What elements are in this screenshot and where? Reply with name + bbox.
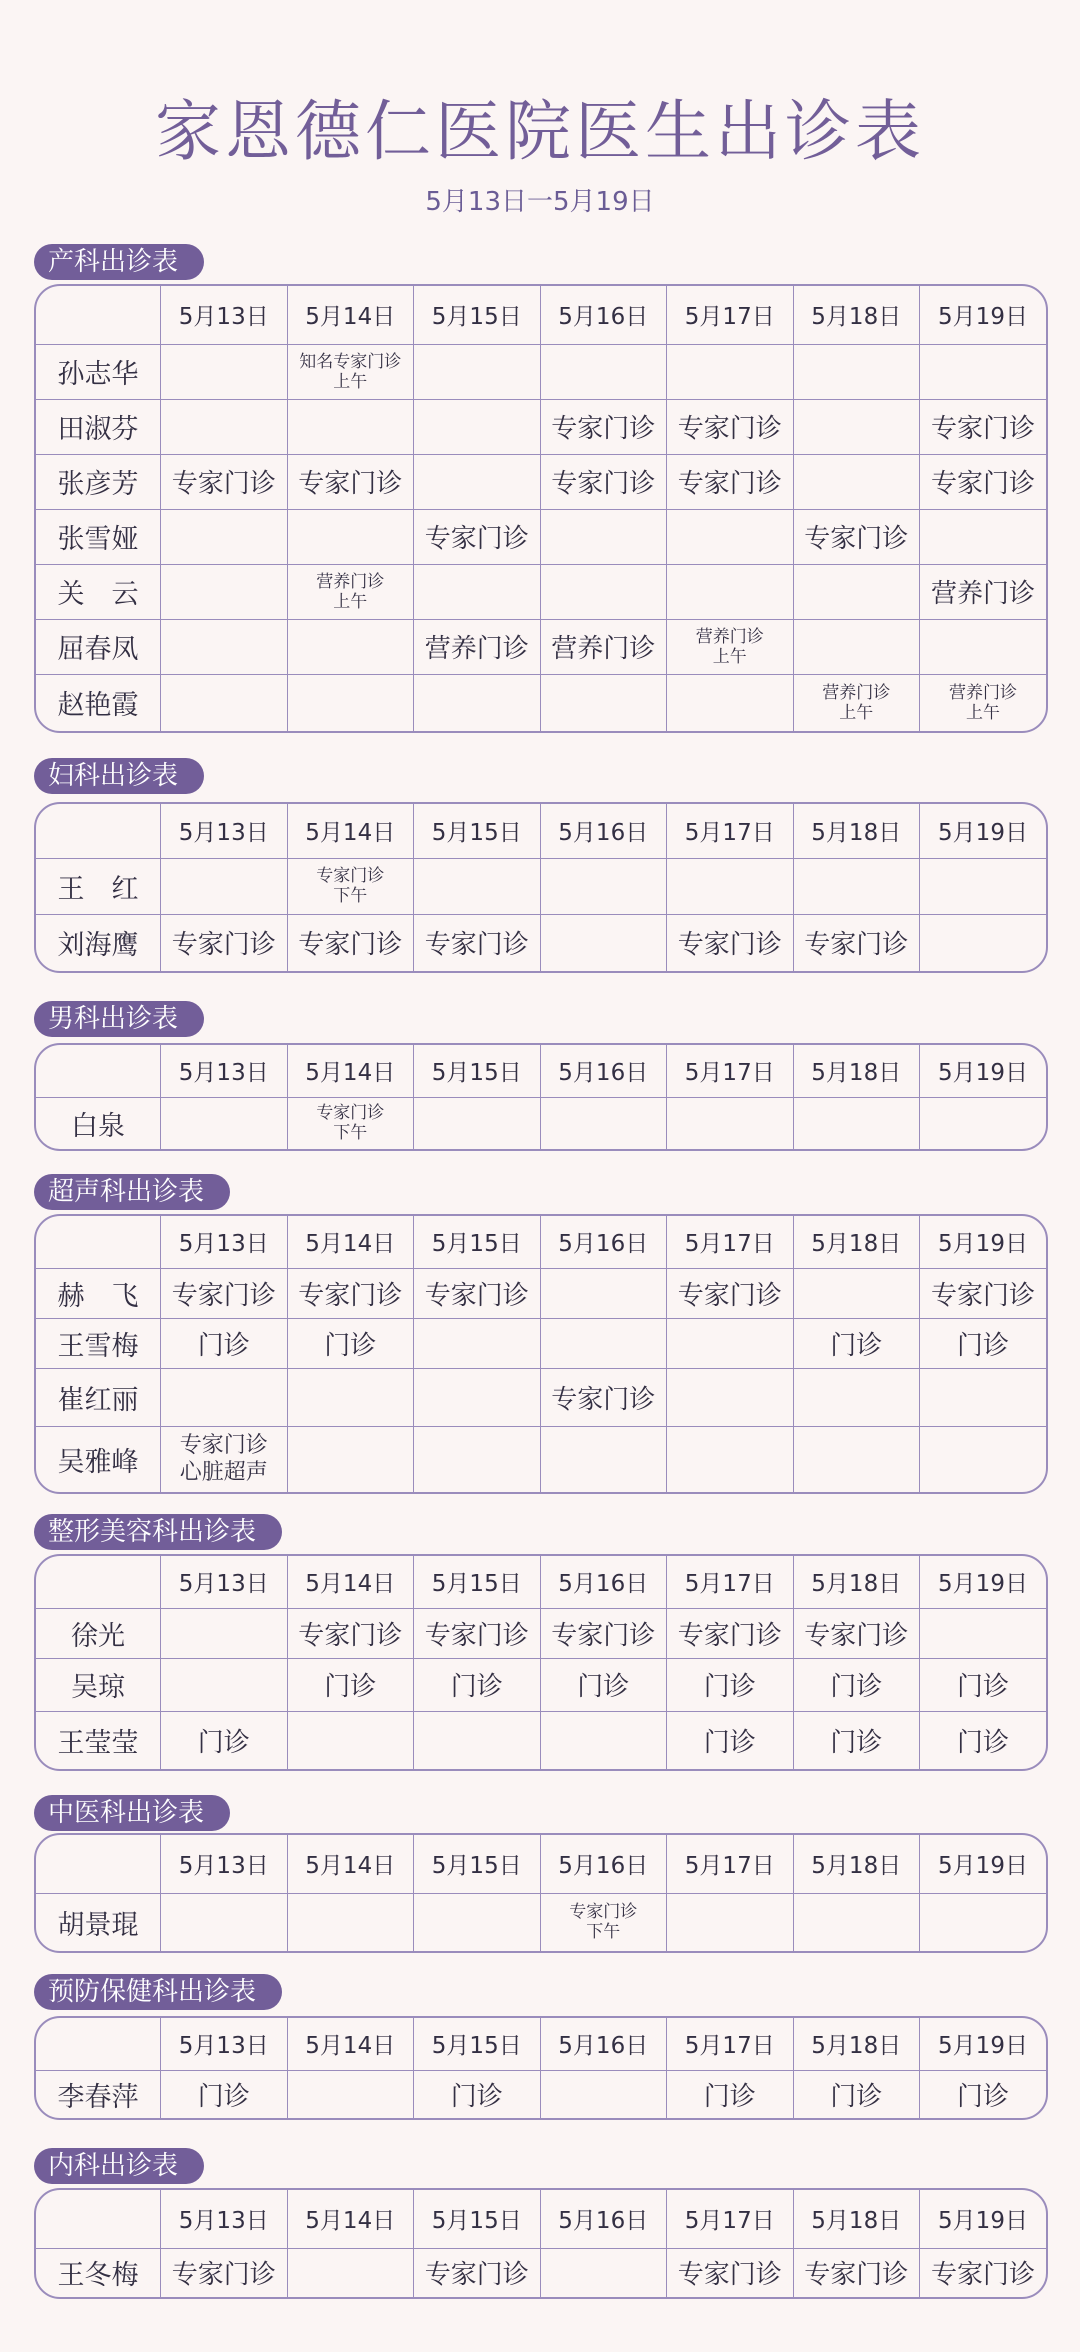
department-section <box>34 1514 1046 1771</box>
date-header-cell: 5月18日 <box>793 1045 920 1097</box>
date-header-cell: 5月14日 <box>287 1216 414 1268</box>
date-header-cell: 5月13日 <box>161 2190 288 2248</box>
doctor-row <box>36 858 1046 914</box>
schedule-cell <box>414 858 541 914</box>
corner-cell <box>36 2018 161 2070</box>
date-header-cell: 5月16日 <box>540 286 667 344</box>
schedule-cell: 专家门诊 <box>287 1608 414 1658</box>
schedule-cell <box>414 1097 541 1149</box>
schedule-table <box>34 802 1048 973</box>
date-header-cell: 5月19日 <box>920 2190 1047 2248</box>
schedule-cell: 专家门诊 <box>793 2248 920 2297</box>
date-header-cell: 5月14日 <box>287 286 414 344</box>
schedule-cell: 门诊 <box>414 1658 541 1711</box>
schedule-table <box>34 2188 1048 2299</box>
date-header-cell: 5月16日 <box>540 2018 667 2070</box>
schedule-cell <box>414 1318 541 1368</box>
doctor-name: 王 红 <box>36 858 161 914</box>
cell-text-line: 营养门诊 <box>695 626 764 647</box>
department-section <box>34 758 1046 973</box>
schedule-cell: 门诊 <box>161 2070 288 2118</box>
doctor-row <box>36 399 1046 454</box>
schedule-cell <box>667 344 794 399</box>
cell-text-line: 上午 <box>966 702 1000 723</box>
doctor-row <box>36 1893 1046 1951</box>
date-header-cell: 5月16日 <box>540 1216 667 1268</box>
schedule-cell: 专家门诊 <box>667 2248 794 2297</box>
schedule-cell <box>161 858 288 914</box>
doctor-name: 吴雅峰 <box>36 1426 161 1492</box>
schedule-cell: 门诊 <box>793 1711 920 1769</box>
cell-text-line: 专家门诊 <box>316 866 385 886</box>
schedule-cell <box>540 914 667 971</box>
schedule-cell <box>161 344 288 399</box>
schedule-cell: 专家门诊 <box>667 914 794 971</box>
date-header-cell: 5月14日 <box>287 2018 414 2070</box>
schedule-cell <box>793 1268 920 1318</box>
schedule-cell: 门诊 <box>956 2081 1009 2112</box>
schedule-cell: 专家门诊 <box>667 1608 794 1658</box>
doctor-row <box>36 619 1046 674</box>
schedule-cell <box>161 619 288 674</box>
department-tab: 男科出诊表 <box>34 1001 204 1037</box>
schedule-cell: 营养门诊 <box>414 619 541 674</box>
doctor-row <box>36 2248 1046 2297</box>
schedule-cell: 门诊 <box>287 1318 414 1368</box>
doctor-row <box>36 344 1046 399</box>
schedule-cell <box>920 1893 1047 1951</box>
doctor-name: 赵艳霞 <box>36 674 161 731</box>
schedule-cell: 门诊 <box>793 2070 920 2118</box>
cell-text-line: 上午 <box>333 591 368 612</box>
date-header-cell: 5月14日 <box>287 804 414 858</box>
doctor-name: 关 云 <box>36 564 161 619</box>
schedule-cell <box>161 674 288 731</box>
schedule-cell <box>414 564 541 619</box>
doctor-name: 张彦芳 <box>36 454 161 509</box>
schedule-cell <box>287 619 414 674</box>
date-header-row <box>36 286 1046 344</box>
schedule-cell <box>287 2248 414 2297</box>
date-header-cell: 5月13日 <box>161 2018 288 2070</box>
schedule-table <box>34 284 1048 733</box>
schedule-cell: 门诊 <box>793 1318 920 1368</box>
date-header-row <box>36 1835 1046 1893</box>
department-section <box>34 1974 1046 2120</box>
corner-cell <box>36 1216 161 1268</box>
schedule-cell: 专家门诊 <box>540 1368 667 1426</box>
schedule-cell <box>793 674 920 731</box>
schedule-cell <box>287 1097 414 1149</box>
date-header-cell: 5月17日 <box>667 1556 794 1608</box>
date-header-cell: 5月18日 <box>793 1556 920 1608</box>
date-header-row <box>36 1045 1046 1097</box>
date-header-cell: 5月18日 <box>793 804 920 858</box>
schedule-cell <box>161 1893 288 1951</box>
date-header-row <box>36 804 1046 858</box>
doctor-row <box>36 2070 1046 2118</box>
date-header-cell: 5月18日 <box>793 2018 920 2070</box>
date-header-cell: 5月19日 <box>920 1835 1047 1893</box>
schedule-cell: 营养门诊 <box>920 564 1047 619</box>
date-header-cell: 5月15日 <box>414 286 541 344</box>
schedule-cell: 门诊 <box>793 1658 920 1711</box>
date-header-cell: 5月19日 <box>920 2018 1047 2070</box>
schedule-cell <box>540 1893 667 1951</box>
corner-cell <box>36 1045 161 1097</box>
date-header-cell: 5月13日 <box>161 1556 288 1608</box>
doctor-name: 屈春凤 <box>36 619 161 674</box>
doctor-row <box>36 1318 1046 1368</box>
schedule-cell <box>161 1658 288 1711</box>
doctor-row <box>36 674 1046 731</box>
schedule-cell <box>667 619 794 674</box>
schedule-cell <box>920 674 1047 731</box>
doctor-name: 胡景琨 <box>36 1893 161 1951</box>
date-header-cell: 5月15日 <box>414 1556 541 1608</box>
date-header-row <box>36 1216 1046 1268</box>
corner-cell <box>36 286 161 344</box>
schedule-cell <box>287 344 414 399</box>
schedule-cell <box>540 1318 667 1368</box>
schedule-cell: 专家门诊 <box>793 1608 920 1658</box>
schedule-cell <box>920 619 1047 674</box>
schedule-cell: 门诊 <box>161 1318 288 1368</box>
date-header-cell: 5月13日 <box>161 1216 288 1268</box>
schedule-cell <box>287 858 414 914</box>
schedule-cell <box>287 1893 414 1951</box>
doctor-name: 吴琼 <box>36 1658 161 1711</box>
cell-text-line: 营养门诊 <box>949 682 1017 703</box>
date-header-cell: 5月15日 <box>414 1835 541 1893</box>
schedule-cell <box>793 1426 920 1492</box>
date-header-cell: 5月13日 <box>161 1045 288 1097</box>
schedule-cell <box>161 509 288 564</box>
date-header-cell: 5月13日 <box>161 804 288 858</box>
date-header-cell: 5月18日 <box>793 2190 920 2248</box>
doctor-row <box>36 509 1046 564</box>
corner-cell <box>36 1556 161 1608</box>
doctor-name: 李春萍 <box>36 2070 161 2118</box>
cell-text-line: 下午 <box>586 1922 621 1943</box>
date-header-cell: 5月17日 <box>667 1045 794 1097</box>
date-header-row <box>36 1556 1046 1608</box>
schedule-cell <box>540 858 667 914</box>
cell-text-line: 专家门诊 <box>569 1902 638 1923</box>
schedule-cell: 专家门诊 <box>161 914 288 971</box>
schedule-cell: 专家门诊 <box>540 399 667 454</box>
cell-text-line: 上午 <box>839 702 874 723</box>
department-tab: 产科出诊表 <box>34 244 204 280</box>
schedule-cell <box>414 1893 541 1951</box>
schedule-cell <box>667 509 794 564</box>
schedule-cell <box>793 1097 920 1149</box>
schedule-cell <box>920 1097 1047 1149</box>
schedule-table <box>34 1214 1048 1494</box>
schedule-cell <box>793 858 920 914</box>
schedule-cell <box>667 858 794 914</box>
date-header-cell: 5月14日 <box>287 1556 414 1608</box>
date-header-cell: 5月14日 <box>287 1835 414 1893</box>
doctor-row <box>36 1426 1046 1492</box>
schedule-cell: 专家门诊 <box>287 1268 414 1318</box>
date-header-cell: 5月19日 <box>920 1045 1047 1097</box>
date-header-cell: 5月19日 <box>920 1556 1047 1608</box>
schedule-cell: 门诊 <box>287 1658 414 1711</box>
date-header-cell: 5月18日 <box>793 1216 920 1268</box>
date-header-cell: 5月17日 <box>667 1835 794 1893</box>
doctor-name: 孙志华 <box>36 344 161 399</box>
doctor-name: 崔红丽 <box>36 1368 161 1426</box>
schedule-cell <box>414 674 541 731</box>
schedule-cell: 专家门诊 <box>793 914 920 971</box>
schedule-cell: 门诊 <box>414 2070 541 2118</box>
schedule-cell: 专家门诊 <box>414 1608 541 1658</box>
date-header-cell: 5月16日 <box>540 1045 667 1097</box>
schedule-cell <box>793 564 920 619</box>
cell-text-line: 上午 <box>333 371 368 392</box>
department-tab: 妇科出诊表 <box>34 758 204 794</box>
date-header-cell: 5月15日 <box>414 2018 541 2070</box>
schedule-cell: 专家门诊 <box>161 2248 288 2297</box>
date-header-row <box>36 2190 1046 2248</box>
schedule-cell: 专家门诊 <box>414 2248 541 2297</box>
date-header-cell: 5月15日 <box>414 1045 541 1097</box>
schedule-cell <box>540 2070 667 2118</box>
schedule-cell <box>414 399 541 454</box>
date-header-cell: 5月16日 <box>540 804 667 858</box>
corner-cell <box>36 1835 161 1893</box>
schedule-cell: 门诊 <box>667 2070 794 2118</box>
schedule-cell <box>667 674 794 731</box>
doctor-name: 张雪娅 <box>36 509 161 564</box>
schedule-cell: 营养门诊 <box>540 619 667 674</box>
date-header-cell: 5月16日 <box>540 2190 667 2248</box>
schedule-cell: 门诊 <box>667 1711 794 1769</box>
date-range: 5月13日一5月19日 <box>425 187 655 217</box>
doctor-name: 赫 飞 <box>36 1268 161 1318</box>
schedule-cell <box>920 509 1047 564</box>
department-section <box>34 1795 1046 1953</box>
date-header-cell: 5月15日 <box>414 2190 541 2248</box>
schedule-cell <box>414 1368 541 1426</box>
department-tab: 预防保健科出诊表 <box>34 1974 282 2010</box>
schedule-cell <box>920 344 1047 399</box>
doctor-row <box>36 914 1046 971</box>
schedule-cell <box>414 1711 541 1769</box>
schedule-cell <box>667 564 794 619</box>
schedule-cell <box>920 914 1047 971</box>
schedule-cell <box>161 564 288 619</box>
schedule-cell <box>667 1368 794 1426</box>
schedule-cell: 门诊 <box>667 1658 794 1711</box>
schedule-cell <box>287 674 414 731</box>
schedule-cell: 门诊 <box>956 1727 1009 1758</box>
department-section <box>34 1001 1046 1151</box>
page-title: 家恩德仁医院医生出诊表 <box>155 93 925 170</box>
doctor-row <box>36 1658 1046 1711</box>
date-header-cell: 5月18日 <box>793 286 920 344</box>
doctor-row <box>36 1097 1046 1149</box>
cell-text-line: 下午 <box>333 1123 368 1144</box>
schedule-cell <box>667 1097 794 1149</box>
schedule-cell <box>540 1426 667 1492</box>
doctor-row <box>36 454 1046 509</box>
schedule-cell: 专家门诊 <box>540 1608 667 1658</box>
schedule-cell <box>920 1368 1047 1426</box>
schedule-cell <box>540 1268 667 1318</box>
schedule-cell <box>540 1711 667 1769</box>
schedule-cell <box>793 1893 920 1951</box>
schedule-cell <box>414 344 541 399</box>
schedule-cell <box>161 1426 288 1492</box>
schedule-cell <box>161 1097 288 1149</box>
schedule-table <box>34 1833 1048 1953</box>
schedule-cell: 专家门诊 <box>667 399 794 454</box>
schedule-cell: 专家门诊 <box>540 454 667 509</box>
schedule-cell: 专家门诊 <box>667 1268 794 1318</box>
schedule-cell <box>161 1608 288 1658</box>
schedule-cell <box>287 1426 414 1492</box>
schedule-cell: 专家门诊 <box>287 454 414 509</box>
department-tab: 内科出诊表 <box>34 2148 204 2184</box>
department-tab: 中医科出诊表 <box>34 1795 230 1831</box>
date-header-cell: 5月16日 <box>540 1556 667 1608</box>
doctor-name: 王冬梅 <box>36 2248 161 2297</box>
date-header-cell: 5月19日 <box>920 1216 1047 1268</box>
department-section <box>34 2148 1046 2299</box>
schedule-cell <box>540 344 667 399</box>
cell-text-line: 专家门诊 <box>316 1103 385 1124</box>
schedule-cell <box>920 1608 1047 1658</box>
schedule-cell: 专家门诊 <box>920 1268 1047 1318</box>
schedule-cell <box>414 1426 541 1492</box>
schedule-cell <box>920 1426 1047 1492</box>
date-header-cell: 5月15日 <box>414 804 541 858</box>
schedule-cell: 专家门诊 <box>793 509 920 564</box>
doctor-name: 徐光 <box>36 1608 161 1658</box>
schedule-cell: 专家门诊 <box>930 2260 1035 2291</box>
doctor-row <box>36 1608 1046 1658</box>
schedule-cell <box>793 1368 920 1426</box>
date-header-cell: 5月19日 <box>920 286 1047 344</box>
date-header-cell: 5月18日 <box>793 1835 920 1893</box>
doctor-name: 刘海鹰 <box>36 914 161 971</box>
date-header-cell: 5月17日 <box>667 286 794 344</box>
department-section <box>34 1174 1046 1494</box>
cell-text-line: 心脏超声 <box>179 1460 268 1486</box>
doctor-name: 白泉 <box>36 1097 161 1149</box>
doctor-row <box>36 1268 1046 1318</box>
doctor-name: 王莹莹 <box>36 1711 161 1769</box>
date-header-cell: 5月19日 <box>920 804 1047 858</box>
schedule-cell <box>540 509 667 564</box>
schedule-cell <box>287 564 414 619</box>
date-header-cell: 5月16日 <box>540 1835 667 1893</box>
doctor-row <box>36 1368 1046 1426</box>
schedule-cell: 专家门诊 <box>414 509 541 564</box>
corner-cell <box>36 2190 161 2248</box>
date-header-cell: 5月14日 <box>287 1045 414 1097</box>
corner-cell <box>36 804 161 858</box>
schedule-cell: 专家门诊 <box>920 454 1047 509</box>
date-header-cell: 5月17日 <box>667 2190 794 2248</box>
schedule-cell <box>287 1711 414 1769</box>
department-tab: 整形美容科出诊表 <box>34 1514 282 1550</box>
doctor-row <box>36 564 1046 619</box>
schedule-cell <box>287 2070 414 2118</box>
schedule-table <box>34 1554 1048 1771</box>
schedule-cell <box>540 564 667 619</box>
cell-text-line: 营养门诊 <box>316 571 385 592</box>
department-tab: 超声科出诊表 <box>34 1174 230 1210</box>
cell-text-line: 上午 <box>712 646 747 667</box>
doctor-row <box>36 1711 1046 1769</box>
cell-text-line: 下午 <box>333 886 368 906</box>
date-header-cell: 5月17日 <box>667 804 794 858</box>
doctor-name: 王雪梅 <box>36 1318 161 1368</box>
schedule-cell <box>287 399 414 454</box>
cell-text-line: 专家门诊 <box>179 1433 268 1459</box>
schedule-cell <box>161 399 288 454</box>
schedule-cell: 专家门诊 <box>414 1268 541 1318</box>
schedule-cell <box>287 509 414 564</box>
schedule-cell <box>920 858 1047 914</box>
schedule-cell <box>540 1097 667 1149</box>
schedule-cell <box>540 674 667 731</box>
schedule-cell <box>793 344 920 399</box>
department-section <box>34 244 1046 733</box>
schedule-cell <box>287 1368 414 1426</box>
date-header-cell: 5月14日 <box>287 2190 414 2248</box>
schedule-cell <box>667 1426 794 1492</box>
date-header-cell: 5月13日 <box>161 1835 288 1893</box>
schedule-cell <box>667 1318 794 1368</box>
cell-text-line: 知名专家门诊 <box>299 351 402 372</box>
schedule-cell <box>793 454 920 509</box>
date-header-row <box>36 2018 1046 2070</box>
date-header-cell: 5月13日 <box>161 286 288 344</box>
date-header-cell: 5月17日 <box>667 1216 794 1268</box>
schedule-cell: 门诊 <box>920 1658 1047 1711</box>
schedule-cell <box>793 399 920 454</box>
schedule-cell: 专家门诊 <box>161 454 288 509</box>
schedule-table <box>34 1043 1048 1151</box>
schedule-cell <box>414 454 541 509</box>
schedule-cell: 专家门诊 <box>287 914 414 971</box>
schedule-cell: 专家门诊 <box>667 454 794 509</box>
schedule-table <box>34 2016 1048 2120</box>
schedule-cell: 专家门诊 <box>161 1268 288 1318</box>
date-header-cell: 5月17日 <box>667 2018 794 2070</box>
schedule-cell <box>667 1893 794 1951</box>
doctor-name: 田淑芬 <box>36 399 161 454</box>
schedule-cell <box>793 619 920 674</box>
cell-text-line: 营养门诊 <box>822 682 891 703</box>
schedule-cell: 门诊 <box>540 1658 667 1711</box>
schedule-cell: 门诊 <box>161 1711 288 1769</box>
schedule-cell <box>540 2248 667 2297</box>
schedule-cell: 专家门诊 <box>414 914 541 971</box>
date-header-cell: 5月15日 <box>414 1216 541 1268</box>
schedule-cell: 专家门诊 <box>920 399 1047 454</box>
schedule-cell: 门诊 <box>920 1318 1047 1368</box>
schedule-cell <box>161 1368 288 1426</box>
